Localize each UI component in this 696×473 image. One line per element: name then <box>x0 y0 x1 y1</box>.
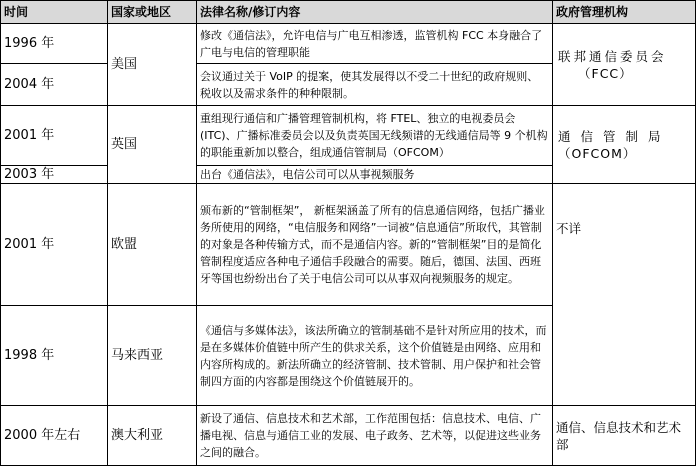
year-cell: 2001 年 <box>1 184 108 306</box>
table-row <box>1 24 696 64</box>
region-cell-uk: 英国 <box>108 106 197 184</box>
table-row <box>1 106 696 166</box>
law-cell: 《通信与多媒体法》，该法所确立的管制基础不是针对所应用的技术，而是在多媒体价值链中所产生的供求关系，这个价值链是由网络、应用和内容所构成的。新法所确立的经济管制、技术管制、用户保护和社会管制四方面的内容都是围绕这个价值链展开的。 <box>197 306 553 406</box>
header-time: 时间 <box>1 1 108 24</box>
region-cell-usa: 美国 <box>108 24 197 106</box>
agency-abbr: （FCC） <box>578 65 633 81</box>
year-cell: 1998 年 <box>1 306 108 406</box>
header-region: 国家或地区 <box>108 1 197 24</box>
header-row <box>1 1 696 24</box>
agency-cell-unknown <box>553 184 696 406</box>
law-cell: 出台《通信法》，电信公司可以从事视频服务 <box>197 166 553 184</box>
law-cell: 会议通过关于 VoIP 的提案，使其发展得以不受二十世纪的政府规则、税收以及需求条件的种种限制。 <box>197 64 553 106</box>
header-law: 法律名称/修订内容 <box>197 1 553 24</box>
law-cell: 新设了通信、信息技术和艺术部，工作范围包括：信息技术、电信、广播电视、信息与通信工业的发展、电子政务、艺术等，以促进这些业务之间的融合。 <box>197 406 553 466</box>
table-row <box>1 406 696 466</box>
law-cell: 颁布新的“管制框架”， 新框架涵盖了所有的信息通信网络，包括广播业务所使用的网络，“电信服务和网络”一词被“信息通信”所取代，其管制的对象是各种传输方式，而不是通信内容。新的“管制框架”目的是简化管制程度适应各种电子通信手段融合的需要。随后，德国、法国、西班牙等国也纷纷出台了关于电信公司可以从事双向视频服务的规定。 <box>197 184 553 306</box>
agency-name: 通信、信息技术和艺术部 <box>556 419 682 452</box>
year-cell: 2003 年 <box>1 166 108 184</box>
region-cell-australia: 澳大利亚 <box>108 406 197 466</box>
law-cell: 重组现行通信和广播管理管制机构，将 FTEL、独立的电视委员会(ITC)、广播标准委员会以及负责英国无线频谱的无线通信局等 9 个机构的职能重新加以整合，组成通信管制局（OFCOM） <box>197 106 553 166</box>
year-cell: 1996 年 <box>1 24 108 64</box>
agency-cell-australia <box>553 406 696 466</box>
year-cell: 2000 年左右 <box>1 406 108 466</box>
year-cell: 2004 年 <box>1 64 108 106</box>
region-cell-eu: 欧盟 <box>108 184 197 306</box>
law-cell: 修改《通信法》，允许电信与广电互相渗透，监管机构 FCC 本身融合了广电与电信的管理职能 <box>197 24 553 64</box>
year-cell: 2001 年 <box>1 106 108 166</box>
agency-cell-ofcom <box>553 106 696 184</box>
agency-abbr: （OFCOM） <box>558 145 637 161</box>
header-agency: 政府管理机构 <box>553 1 696 24</box>
agency-name: 不详 <box>556 221 582 236</box>
agency-name: 通信管制局 <box>558 128 671 144</box>
table-row <box>1 184 696 306</box>
agency-cell-fcc <box>553 24 696 106</box>
region-cell-malaysia: 马来西亚 <box>108 306 197 406</box>
agency-name: 联邦通信委员会 <box>558 48 667 64</box>
